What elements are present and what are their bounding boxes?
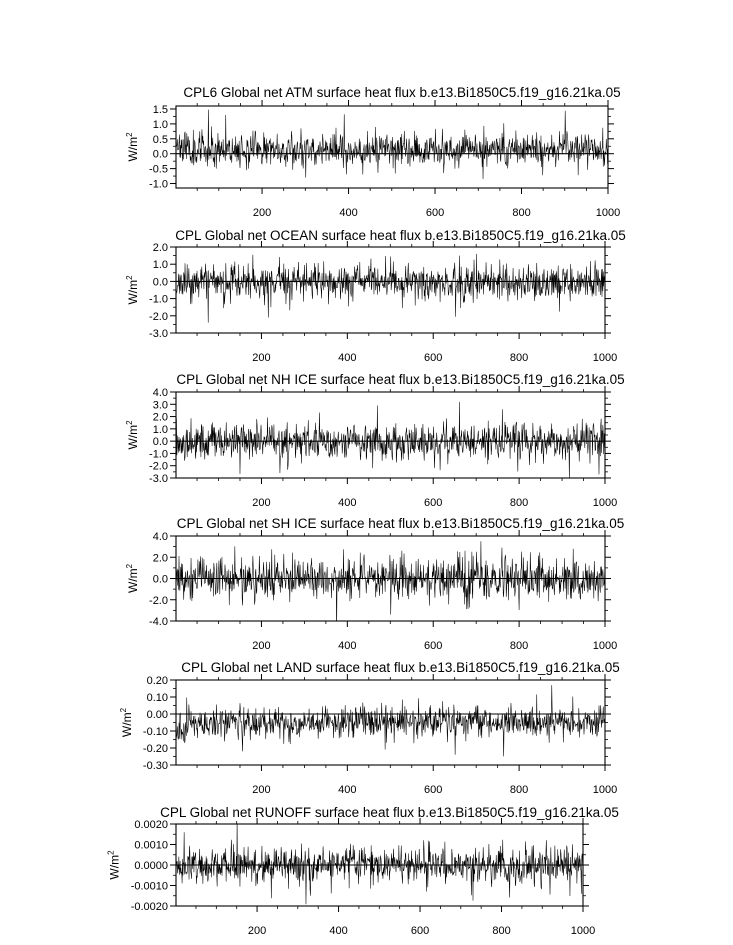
y-tick-label: 1.5 [152,103,168,116]
x-tick-label: 400 [338,640,357,652]
y-tick-label: -3.0 [149,328,168,340]
y-tick-label: -2.0 [149,310,168,323]
y-tick-label: -0.0010 [130,880,168,893]
y-tick-label: -1.0 [149,178,168,191]
y-tick-label: 0.20 [146,675,168,687]
x-tick-label: 200 [252,352,271,364]
y-axis-label-exponent: 2 [106,850,116,855]
chart-title: CPL Global net NH ICE surface heat flux b.e13.Bi1850C5.f19_g16.21ka.05 [176,372,625,387]
y-axis-label [125,420,140,450]
chart-title: CPL Global net LAND surface heat flux b.e13.Bi1850C5.f19_g16.21ka.05 [181,660,620,675]
y-axis-label-base: W/m [120,712,134,738]
y-tick-label: -0.30 [142,760,168,772]
y-tick-label: -0.10 [142,726,168,738]
x-tick-label: 600 [424,352,443,364]
chart-title: CPL Global net RUNOFF surface heat flux b.e13.Bi1850C5.f19_g16.21ka.05 [160,805,619,820]
y-axis-label-exponent: 2 [125,132,135,137]
y-tick-label: -0.0020 [130,901,168,913]
y-tick-label: -0.5 [149,163,168,176]
x-tick-label: 200 [252,207,272,219]
x-tick-label: 1000 [595,207,621,219]
x-tick-label: 200 [252,640,271,652]
chart-title: CPL Global net OCEAN surface heat flux b.e13.Bi1850C5.f19_g16.21ka.05 [175,228,626,243]
panel-nh-ice [125,372,624,509]
y-axis-label [119,707,134,737]
y-axis-label-base: W/m [107,854,122,880]
x-tick-label: 400 [339,207,358,219]
y-tick-label: -2.0 [149,460,168,473]
x-tick-label: 600 [410,925,430,937]
x-tick-label: 800 [512,207,531,219]
x-tick-label: 1000 [592,640,618,652]
y-tick-label: 0.0 [152,436,168,449]
y-tick-label: 0.0 [152,276,168,289]
y-tick-label: 0.00 [146,709,168,721]
x-tick-label: 400 [338,784,357,796]
panel-runoff [107,805,619,937]
series-line-land [176,685,605,756]
y-tick-label: 1.0 [152,259,168,272]
y-tick-label: 0.0010 [134,839,168,852]
y-axis-label-exponent: 2 [119,707,128,713]
y-tick-label: 1.0 [152,423,168,436]
x-tick-label: 800 [492,925,511,937]
x-tick-label: 800 [509,497,529,509]
y-tick-label: 1.0 [152,118,168,131]
series-line-atm [176,110,608,179]
x-tick-label: 1000 [592,784,618,796]
x-tick-label: 600 [425,207,445,219]
y-tick-label: 2.0 [152,411,168,424]
y-axis-label-exponent: 2 [125,420,135,425]
y-tick-label: 4.0 [152,387,168,399]
panel-ocean [125,228,626,364]
y-axis-label-base: W/m [126,279,141,305]
x-tick-label: 200 [247,925,267,937]
x-tick-label: 400 [338,352,357,364]
panel-atm [125,85,620,219]
y-tick-label: 0.0 [152,148,168,161]
y-tick-label: 4.0 [152,531,168,543]
series-line-ocean [176,254,605,323]
y-tick-label: 0.5 [152,133,168,146]
chart-title: CPL6 Global net ATM surface heat flux b.e13.Bi1850C5.f19_g16.21ka.05 [183,85,621,100]
y-axis-label-exponent: 2 [125,563,135,569]
y-tick-label: -4.0 [149,616,168,628]
x-tick-label: 400 [329,925,348,937]
x-tick-label: 1000 [592,352,618,364]
series-line-runoff [176,820,583,904]
y-tick-label: 2.0 [152,242,168,254]
x-tick-label: 800 [509,784,529,796]
y-axis-label-base: W/m [126,136,141,162]
x-tick-label: 600 [424,640,443,652]
y-tick-label: -1.0 [149,448,168,461]
y-tick-label: 2.0 [152,552,168,565]
x-tick-label: 600 [424,497,443,509]
y-axis-label [125,275,140,305]
panel-sh-ice [125,516,624,652]
x-tick-label: 200 [252,784,271,796]
y-axis-label [107,850,122,880]
x-tick-label: 800 [509,352,529,364]
y-tick-label: 0.0020 [134,819,168,831]
y-axis-label [125,563,140,593]
x-tick-label: 200 [252,497,271,509]
y-tick-label: -0.20 [142,743,168,755]
x-tick-label: 600 [424,784,443,796]
chart-title: CPL Global net SH ICE surface heat flux b.e13.Bi1850C5.f19_g16.21ka.05 [176,516,625,531]
y-axis-label-exponent: 2 [125,275,135,280]
y-axis-label [125,132,140,162]
y-tick-label: 0.0000 [134,860,168,872]
y-axis-label-base: W/m [126,568,141,594]
y-tick-label: -3.0 [149,473,168,485]
y-tick-label: 0.0 [152,573,168,586]
y-tick-label: 3.0 [152,399,168,412]
x-tick-label: 800 [509,640,529,652]
series-line-sh-ice [176,541,605,633]
y-tick-label: -2.0 [149,594,168,607]
y-axis-label-base: W/m [126,424,141,450]
x-tick-label: 1000 [570,925,596,937]
panel-land [119,660,620,796]
x-tick-label: 400 [338,497,357,509]
y-tick-label: -1.0 [149,293,168,306]
y-tick-label: 0.10 [146,692,168,704]
x-tick-label: 1000 [592,497,618,509]
